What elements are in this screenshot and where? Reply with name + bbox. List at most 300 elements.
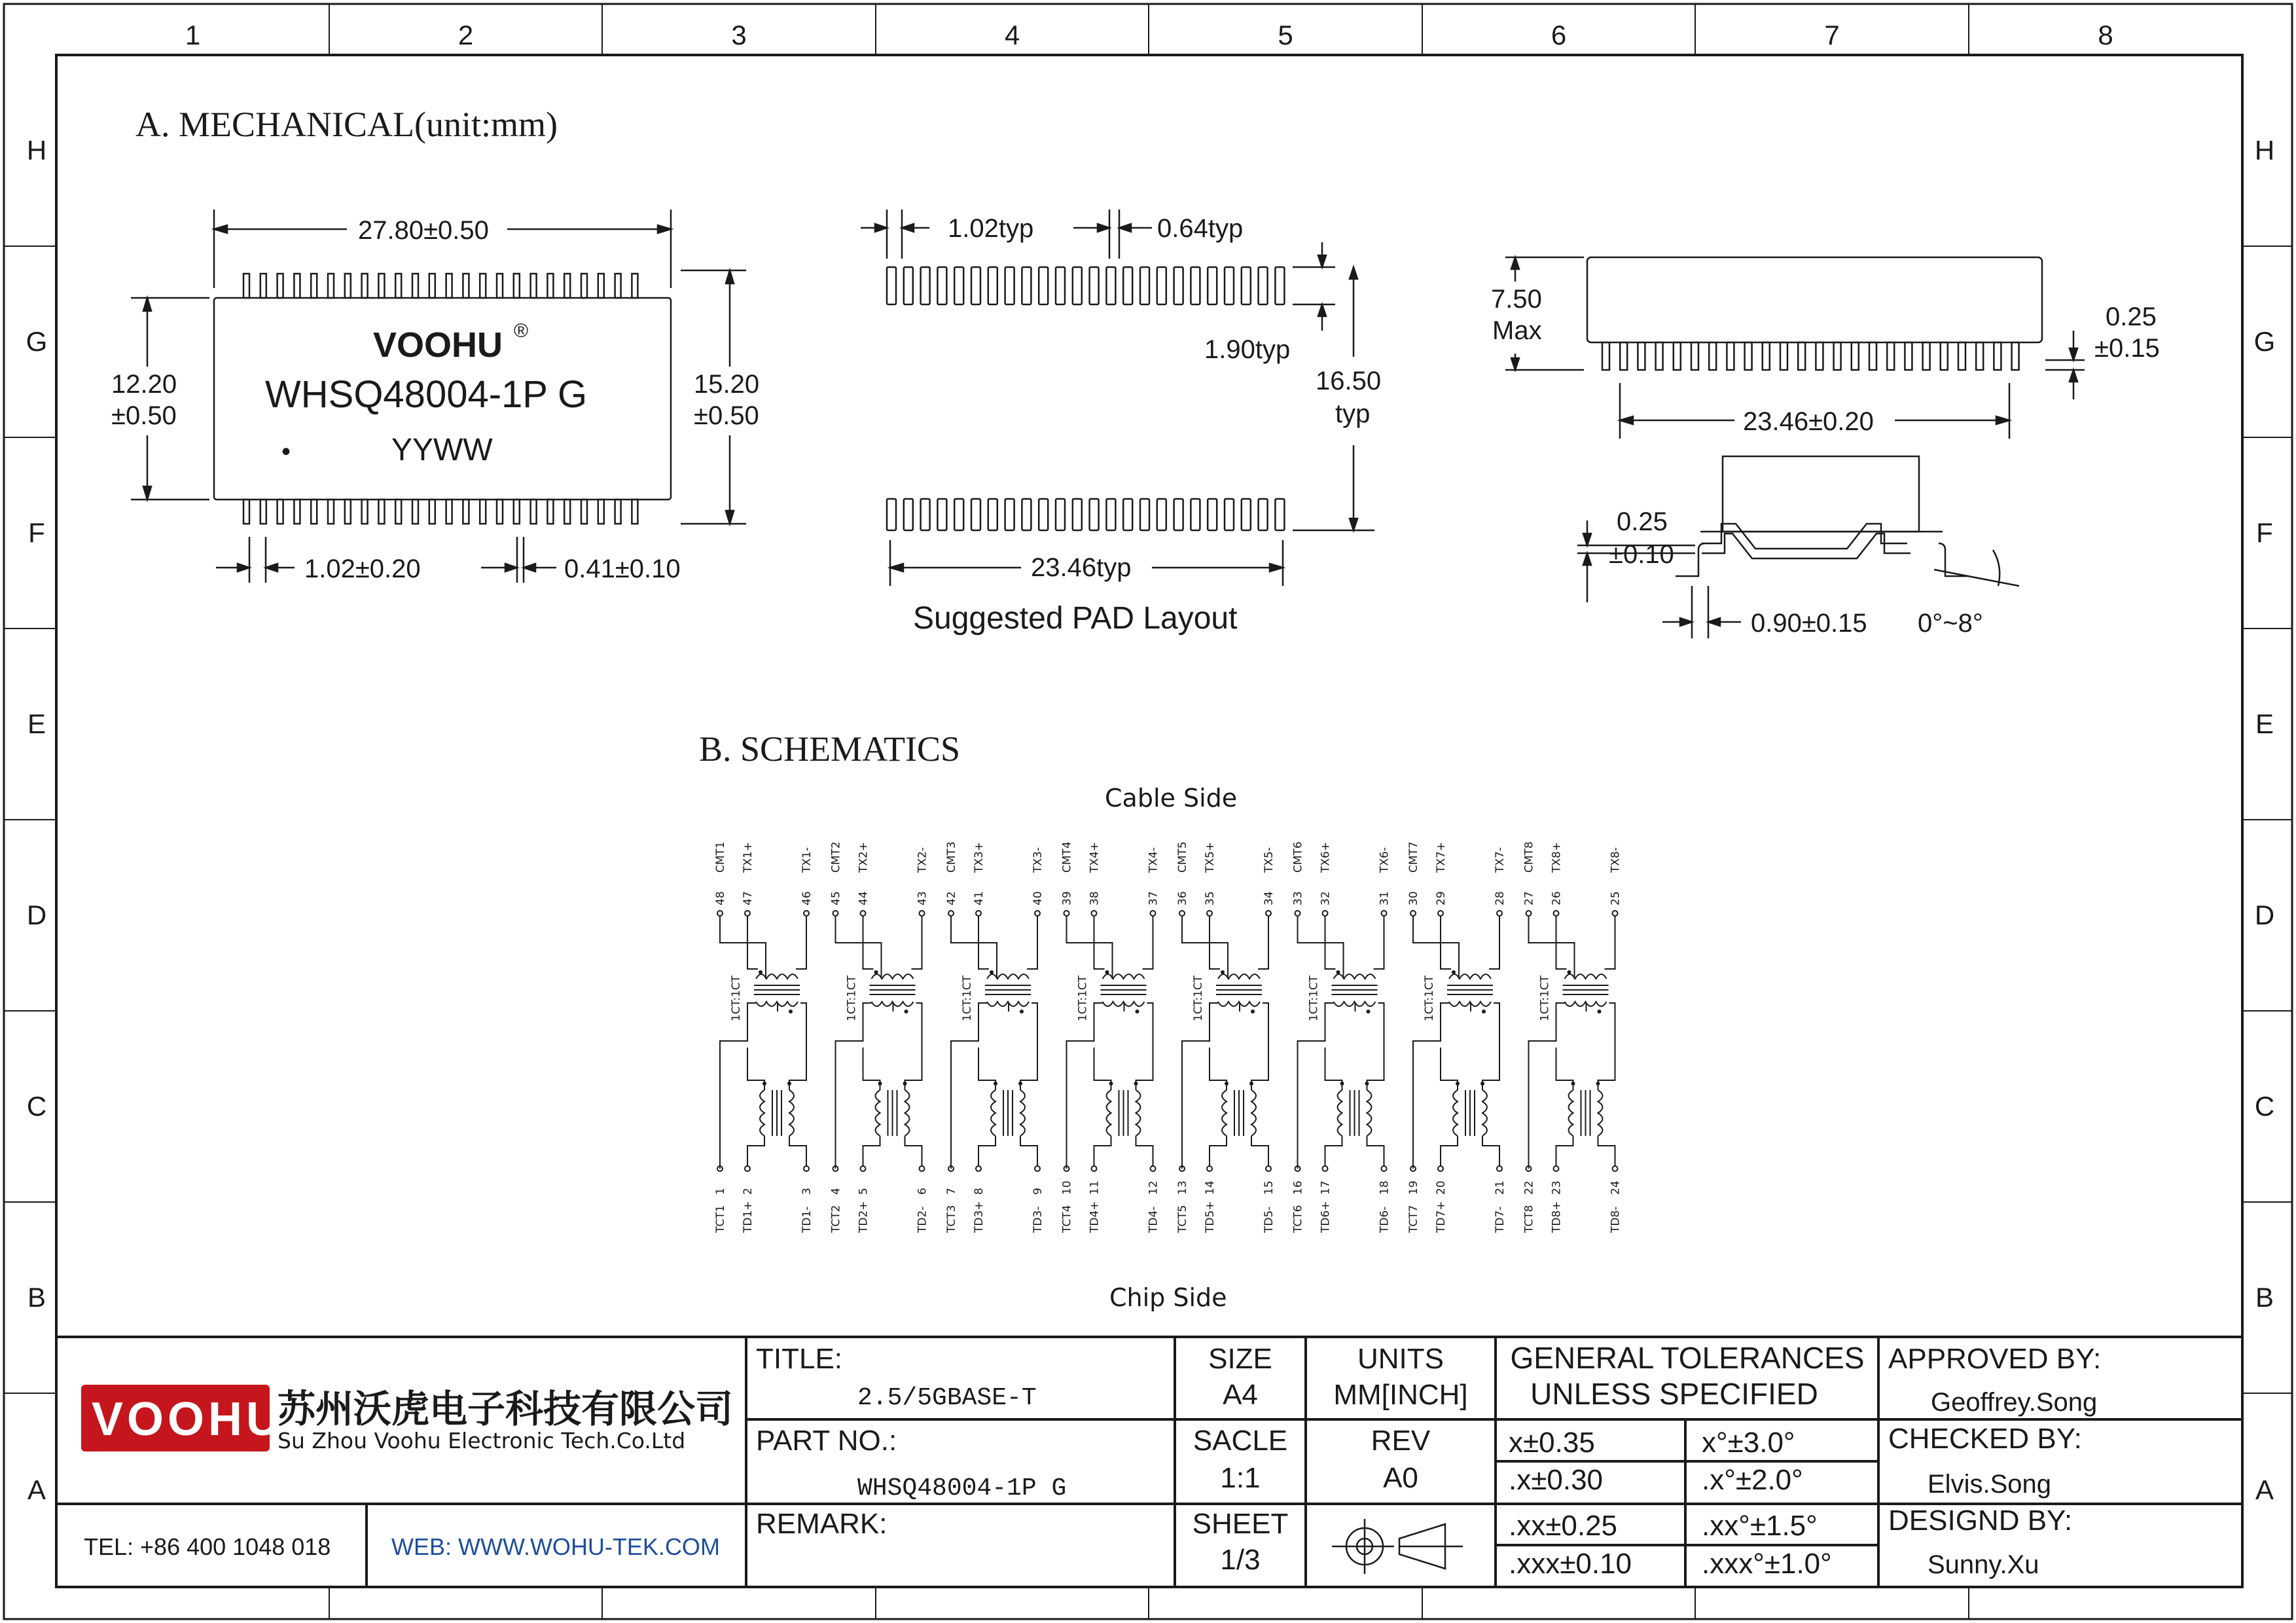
package-pin	[311, 500, 317, 524]
pin-number: 46	[800, 891, 814, 905]
size-value: A4	[1223, 1379, 1258, 1411]
pin-name: TD4-	[1147, 1206, 1160, 1233]
pin-terminal	[717, 911, 723, 916]
pin-name: CMT1	[714, 841, 727, 873]
zone-col-label: 4	[1004, 20, 1020, 50]
schematic-channel	[1292, 841, 1391, 1233]
transformer-winding	[756, 974, 798, 979]
checked-label: CHECKED BY:	[1888, 1423, 2082, 1455]
pin-name: TD5+	[1204, 1201, 1217, 1233]
pin-number: 6	[916, 1188, 929, 1195]
wire	[1609, 1003, 1615, 1048]
side-pin	[1602, 342, 1609, 370]
pin-number: 9	[1031, 1188, 1045, 1195]
pin-terminal	[1179, 911, 1185, 916]
checked-value: Elvis.Song	[1928, 1470, 2051, 1499]
pin-name: TCT7	[1407, 1205, 1420, 1233]
pin-number: 43	[916, 891, 929, 905]
tolerance-linear-0: x±0.35	[1509, 1427, 1595, 1459]
side-standoff-1: 0.25	[2106, 302, 2157, 331]
side-standoff-2: ±0.15	[2094, 334, 2160, 363]
pin-terminal	[1323, 911, 1328, 916]
pad-layout-caption: Suggested PAD Layout	[913, 601, 1238, 636]
solder-pad	[1259, 267, 1268, 304]
schematic-channel	[830, 841, 929, 1233]
pin-number: 12	[1147, 1180, 1160, 1195]
schematic-channel	[945, 841, 1045, 1233]
dim-lead-width: 0.41±0.10	[564, 555, 681, 583]
wire	[796, 916, 806, 969]
wire	[1482, 1048, 1499, 1090]
pin-name: TD3+	[973, 1201, 986, 1233]
wire	[1143, 916, 1153, 969]
wire	[1094, 1048, 1111, 1090]
wire	[1494, 1003, 1499, 1048]
solder-pad	[1275, 267, 1284, 304]
package-pin	[615, 500, 621, 524]
pin-number: 35	[1204, 891, 1217, 905]
pin-name: TCT5	[1176, 1205, 1189, 1233]
pins-upper	[243, 274, 637, 298]
zone-row-label: B	[27, 1282, 46, 1313]
part-value: WHSQ48004-1P G	[857, 1474, 1067, 1503]
package-pin	[278, 500, 283, 524]
side-pin	[1994, 342, 2001, 370]
pad-pitch: 1.02typ	[948, 214, 1034, 243]
zone-col-label: 5	[1278, 20, 1293, 50]
pads-lower	[887, 499, 1284, 530]
side-pin	[1674, 342, 1681, 370]
pad-span-1: 16.50	[1316, 367, 1382, 395]
pin-number: 39	[1060, 891, 1074, 905]
pin-name: TCT8	[1522, 1205, 1536, 1233]
solder-pad	[887, 267, 896, 304]
tolerance-linear-2: .xx±0.25	[1509, 1510, 1618, 1542]
zone-row-label: A	[27, 1474, 46, 1505]
package-pin	[446, 274, 452, 298]
pin-name: TX1+	[742, 841, 755, 873]
wire	[1020, 1048, 1037, 1090]
side-view	[1505, 257, 2085, 638]
solder-pad	[1225, 499, 1234, 530]
wire	[747, 1048, 764, 1090]
package-pin	[598, 274, 604, 298]
wire	[1556, 1048, 1573, 1090]
pin-terminal	[1554, 911, 1559, 916]
pin-terminal	[745, 911, 750, 916]
wire	[1482, 1136, 1499, 1166]
wire	[1210, 1136, 1227, 1166]
zone-col-label: 7	[1824, 20, 1840, 50]
solder-pad	[988, 499, 997, 530]
side-pin	[1887, 342, 1894, 370]
pin-terminal	[804, 1166, 809, 1171]
package-pin	[514, 274, 520, 298]
choke-winding	[760, 1090, 764, 1136]
zone-row-label: D	[26, 900, 47, 930]
solder-pad	[1005, 499, 1014, 530]
chip-side-label: Chip Side	[1109, 1283, 1227, 1312]
solder-pad	[1073, 267, 1082, 304]
pin-number: 37	[1147, 891, 1160, 905]
projection-symbol	[1332, 1519, 1463, 1574]
pin-name: TCT4	[1060, 1205, 1074, 1233]
solder-pad	[937, 267, 946, 304]
pin-terminal	[1035, 911, 1040, 916]
pin-number: 17	[1319, 1180, 1333, 1195]
package-pin	[598, 500, 604, 524]
pin-number: 16	[1291, 1180, 1305, 1195]
pin-terminal	[1092, 1166, 1097, 1171]
designed-value: Sunny.Xu	[1928, 1550, 2039, 1579]
pin-name: TD7+	[1435, 1201, 1448, 1233]
zone-col-label: 3	[731, 20, 747, 50]
solder-pad	[1208, 267, 1217, 304]
choke-winding	[1136, 1090, 1141, 1136]
pin-number: 45	[829, 891, 843, 905]
side-pin	[1869, 342, 1876, 370]
pin-number: 30	[1407, 891, 1420, 905]
wire	[1441, 1048, 1458, 1090]
package-pin	[412, 500, 418, 524]
wire	[1251, 1048, 1268, 1090]
pin-number: 24	[1609, 1180, 1623, 1195]
schematic-channel	[1176, 841, 1276, 1233]
approved-value: Geoffrey.Song	[1931, 1388, 2098, 1417]
website-link[interactable]: WEB: WWW.WOHU-TEK.COM	[391, 1533, 720, 1560]
transformer-winding	[1449, 974, 1491, 979]
rev-label: REV	[1371, 1425, 1431, 1457]
zone-col-label: 2	[457, 20, 474, 50]
side-pin	[1638, 342, 1645, 370]
pin-name: TX7+	[1435, 841, 1448, 873]
wire	[1031, 1003, 1037, 1048]
pin-terminal	[804, 911, 809, 916]
cable-side-label: Cable Side	[1105, 784, 1238, 812]
pin-terminal	[1613, 911, 1618, 916]
solder-pad	[1056, 267, 1065, 304]
polarity-dot	[1221, 970, 1225, 974]
turns-ratio-label: 1CT:1CT	[1192, 975, 1205, 1021]
datecode: YYWW	[391, 433, 493, 467]
pin-name: TD8+	[1550, 1201, 1564, 1233]
pin-terminal	[948, 911, 954, 916]
pin-name: TD5-	[1263, 1206, 1276, 1233]
package-pin	[328, 274, 334, 298]
wire	[1605, 916, 1615, 969]
pin-terminal	[1438, 1166, 1443, 1171]
polarity-dot	[1225, 1082, 1229, 1085]
solder-pad	[1157, 267, 1166, 304]
polarity-dot	[1367, 1010, 1371, 1013]
remark-label: REMARK:	[756, 1508, 888, 1540]
package-pin	[378, 274, 384, 298]
pin-number: 18	[1378, 1180, 1391, 1195]
solder-pad	[1259, 499, 1268, 530]
pin-name: TD1-	[800, 1206, 814, 1233]
wire	[1367, 1136, 1384, 1166]
transformer-winding	[1103, 974, 1145, 979]
wire	[836, 916, 882, 979]
side-pin	[1834, 342, 1841, 370]
pin-number: 20	[1435, 1180, 1448, 1195]
side-pin	[1958, 342, 1965, 370]
pin-number: 1	[714, 1188, 727, 1195]
pin-name: TX8+	[1550, 841, 1564, 873]
pin-number: 15	[1263, 1180, 1276, 1195]
wire	[747, 1136, 764, 1166]
lead-thickness-1: 0.25	[1617, 507, 1668, 536]
zone-row-label: F	[28, 517, 45, 548]
pin-terminal	[861, 1166, 866, 1171]
wire	[1598, 1136, 1615, 1166]
package-pin	[345, 274, 351, 298]
transformer-winding	[987, 974, 1029, 979]
pads-upper	[887, 267, 1284, 304]
pin-name: TX5+	[1204, 841, 1217, 873]
dim-body-width-1: 12.20	[111, 370, 177, 399]
turns-ratio-label: 1CT:1CT	[845, 975, 859, 1021]
pin-terminal	[1035, 1166, 1040, 1171]
pin-number: 22	[1522, 1180, 1536, 1195]
wire	[916, 1003, 922, 1048]
wire	[1598, 1048, 1615, 1090]
solder-pad	[971, 499, 980, 530]
package-pin	[328, 500, 334, 524]
solder-pad	[937, 499, 946, 530]
pin1-dot: •	[281, 437, 291, 466]
pad-width: 0.64typ	[1157, 214, 1244, 243]
pin-number: 29	[1435, 891, 1448, 905]
side-pin	[1798, 342, 1805, 370]
tolerance-linear-3: .xxx±0.10	[1509, 1548, 1632, 1580]
pin-number: 2	[742, 1188, 755, 1195]
side-lead-span: 23.46±0.20	[1743, 407, 1874, 436]
pin-terminal	[1410, 911, 1416, 916]
solder-pad	[1106, 499, 1115, 530]
package-pin	[514, 500, 520, 524]
side-pin	[2012, 342, 2019, 370]
package-pin	[463, 500, 469, 524]
polarity-dot	[1251, 1010, 1255, 1013]
polarity-dot	[1482, 1010, 1486, 1013]
dim-total-width-2: ±0.50	[694, 401, 759, 430]
wire	[1094, 1136, 1111, 1166]
pin-number: 21	[1494, 1180, 1507, 1195]
pin-terminal	[1207, 911, 1212, 916]
pin-name: TD3-	[1031, 1206, 1045, 1233]
choke-winding	[1338, 1090, 1342, 1136]
wire	[1020, 1136, 1037, 1166]
choke-winding	[1598, 1090, 1603, 1136]
pin-number: 26	[1550, 891, 1564, 905]
pin-terminal	[1497, 1166, 1502, 1171]
dim-body-width-2: ±0.50	[111, 401, 177, 430]
pin-name: TX1-	[800, 847, 814, 873]
polarity-dot	[990, 970, 994, 974]
side-pin	[1763, 342, 1770, 370]
zone-row-label: D	[2254, 900, 2275, 930]
title-label: TITLE:	[756, 1343, 843, 1375]
pin-number: 23	[1550, 1180, 1564, 1195]
mechanical-heading: A. MECHANICAL(unit:mm)	[135, 105, 558, 144]
side-pin	[1976, 342, 1983, 370]
pin-name: TX4-	[1147, 847, 1160, 873]
pin-terminal	[1323, 1166, 1328, 1171]
top-view-part-number: WHSQ48004-1P G	[265, 373, 588, 416]
wire	[1067, 916, 1113, 979]
pin-number: 5	[857, 1188, 870, 1195]
wire	[912, 916, 922, 969]
solder-pad	[1106, 267, 1115, 304]
title-value: 2.5/5GBASE-T	[857, 1384, 1037, 1412]
pin-number: 42	[945, 891, 958, 905]
zone-row-label: F	[2256, 517, 2273, 548]
side-pin	[1780, 342, 1787, 370]
side-pin	[1905, 342, 1912, 370]
pin-number: 19	[1407, 1180, 1420, 1195]
wire	[951, 916, 997, 979]
zone-row-label: G	[2253, 326, 2276, 357]
solder-pad	[1022, 499, 1031, 530]
zone-row-label: H	[2254, 135, 2275, 166]
top-view-brand: VOOHU	[373, 325, 503, 365]
side-pins	[1602, 342, 2019, 370]
pin-terminal	[1266, 1166, 1271, 1171]
choke-winding	[1107, 1090, 1111, 1136]
pin-number: 48	[714, 891, 727, 905]
pin-number: 28	[1494, 891, 1507, 905]
wire	[1182, 916, 1228, 979]
package-pin	[446, 500, 452, 524]
side-height-2: Max	[1492, 316, 1542, 345]
package-pin	[581, 274, 587, 298]
pad-length: 1.90typ	[1204, 335, 1291, 364]
choke-winding	[789, 1090, 794, 1136]
package-pin	[243, 274, 249, 298]
solder-pad	[1090, 267, 1099, 304]
pin-terminal	[920, 911, 925, 916]
pin-number: 27	[1522, 891, 1536, 905]
solder-pad	[988, 267, 997, 304]
pin-number: 44	[857, 891, 870, 905]
wire	[1251, 1136, 1268, 1166]
pin-number: 7	[945, 1188, 958, 1195]
wire	[905, 1136, 922, 1166]
schematic-channel	[1061, 841, 1160, 1233]
pin-number: 47	[742, 891, 755, 905]
solder-pad	[1174, 267, 1183, 304]
solder-pad	[1242, 499, 1251, 530]
pin-number: 38	[1088, 891, 1102, 905]
turns-ratio-label: 1CT:1CT	[730, 975, 743, 1021]
side-pin	[1816, 342, 1823, 370]
wire	[789, 1048, 806, 1090]
size-label: SIZE	[1208, 1343, 1272, 1375]
wire	[1027, 916, 1037, 969]
wire	[863, 1136, 880, 1166]
tolerance-title-2: UNLESS SPECIFIED	[1530, 1377, 1818, 1411]
package-pin	[531, 274, 537, 298]
solder-pad	[921, 267, 930, 304]
pin-name: TX8-	[1609, 847, 1623, 873]
polarity-dot	[994, 1082, 997, 1085]
package-pin	[395, 274, 401, 298]
package-pin	[547, 500, 553, 524]
dim-total-width-1: 15.20	[694, 370, 760, 399]
choke-winding	[876, 1090, 880, 1136]
wire	[789, 1136, 806, 1166]
package-pin	[243, 500, 249, 524]
pin-number: 10	[1060, 1180, 1074, 1195]
pin-terminal	[1382, 911, 1387, 916]
package-pin	[378, 500, 384, 524]
wire	[720, 916, 766, 979]
side-pin	[1691, 342, 1698, 370]
package-pin	[632, 274, 637, 298]
pin-number: 34	[1263, 891, 1276, 905]
pin-terminal	[1554, 1166, 1559, 1171]
choke-winding	[991, 1090, 996, 1136]
solder-pad	[1225, 267, 1234, 304]
wire	[978, 1048, 996, 1090]
polarity-dot	[1452, 970, 1456, 974]
pin-name: TD4+	[1088, 1201, 1102, 1233]
pin-terminal	[976, 911, 981, 916]
wire	[1529, 916, 1575, 979]
pin-name: TCT3	[945, 1205, 958, 1233]
pin-terminal	[833, 911, 838, 916]
polarity-dot	[789, 1010, 793, 1013]
pin-name: TD2+	[857, 1201, 870, 1233]
wire	[1147, 1003, 1153, 1048]
solder-pad	[971, 267, 980, 304]
package-pin	[547, 274, 553, 298]
wire	[1367, 1048, 1384, 1090]
solder-pad	[1039, 499, 1048, 530]
polarity-dot	[1340, 1082, 1344, 1085]
solder-pad	[1140, 267, 1149, 304]
package-pin	[362, 500, 368, 524]
sheet-value: 1/3	[1220, 1544, 1261, 1576]
schematic-channels	[714, 841, 1623, 1233]
schematic-channel	[714, 841, 814, 1233]
solder-pad	[1005, 267, 1014, 304]
pin-number: 32	[1319, 891, 1333, 905]
pin-name: CMT8	[1522, 841, 1536, 873]
solder-pad	[954, 267, 963, 304]
side-pin	[1620, 342, 1627, 370]
side-height-1: 7.50	[1491, 285, 1542, 314]
package-pin	[581, 500, 587, 524]
dim-length: 27.80±0.50	[358, 216, 489, 245]
tolerance-angular-3: .xxx°±1.0°	[1702, 1548, 1832, 1580]
solder-pad	[1073, 499, 1082, 530]
pin-name: TX3-	[1031, 847, 1045, 873]
pins-lower	[243, 500, 637, 524]
polarity-dot	[1020, 1010, 1024, 1013]
turns-ratio-label: 1CT:1CT	[1307, 975, 1321, 1021]
side-pin	[1923, 342, 1930, 370]
pin-terminal	[976, 1166, 981, 1171]
pin-name: TD6-	[1378, 1206, 1391, 1233]
package-pin	[429, 274, 435, 298]
pin-number: 14	[1204, 1180, 1217, 1195]
pin-name: TCT1	[714, 1205, 727, 1233]
pin-name: TX6-	[1378, 847, 1391, 873]
wire	[1210, 1048, 1227, 1090]
scale-label: SACLE	[1193, 1425, 1288, 1457]
